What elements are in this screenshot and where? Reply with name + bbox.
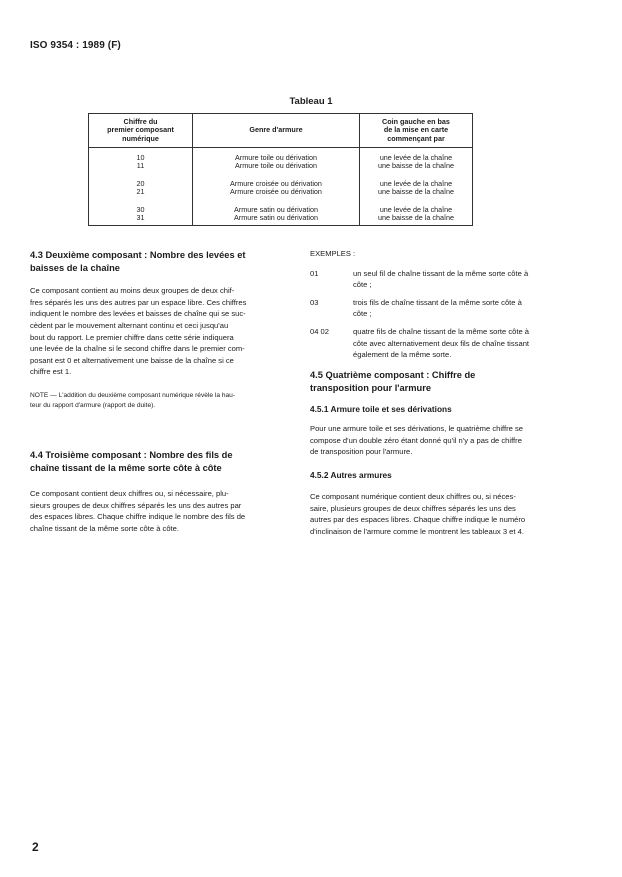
table-row	[89, 188, 473, 196]
table-row	[89, 197, 473, 214]
cell-genre: Armure satin ou dérivation	[193, 197, 360, 214]
subsection-title: 4.5.1 Armure toile et ses dérivations	[310, 404, 452, 415]
example-item: 01 un seul fil de chaîne tissant de la même sorte côte à côte ;	[310, 268, 529, 290]
example-item: 03 trois fils de chaîne tissant de la même sorte côte à côte ;	[310, 297, 522, 319]
subsection-title: 4.5.2 Autres armures	[310, 469, 392, 480]
page-number: 2	[32, 840, 39, 854]
subsection-paragraph: Pour une armure toile et ses dérivations, le quatrième chiffre se compose d'un double zéro étant donné qu'il n'y a pas de chiffre de transposition pour l'armure.	[310, 424, 524, 457]
section-note: NOTE — L'addition du deuxième composant numérique révèle la hau- teur du rapport d'armure (rapport de duite).	[30, 391, 236, 409]
example-number: 04 02	[310, 326, 330, 336]
section-4-5	[310, 369, 565, 537]
section-title: 4.3 Deuxième composant : Nombre des levées et baisses de la chaîne	[30, 250, 246, 273]
examples-block	[310, 248, 565, 361]
cell-code: 31	[89, 214, 193, 226]
cell-genre: Armure satin ou dérivation	[193, 214, 360, 226]
table-row	[89, 162, 473, 170]
subsection-paragraph: Ce composant numérique contient deux chiffres ou, si néces- saire, plusieurs groupes de deux chiffres séparés les uns des autres par des espaces libres. Chaque chiffre indique le numéro d'inclinaison de l'armure comme le montrent les tableaux 3 et 4.	[310, 491, 526, 536]
cell-code: 11	[89, 162, 193, 170]
document-header: ISO 9354 : 1989 (F)	[30, 40, 121, 51]
table-row	[89, 171, 473, 188]
table-1	[88, 113, 473, 226]
header-cell-chiffre: Chiffre du premier composant numérique	[89, 114, 193, 148]
cell-coin: une baisse de la chaîne	[359, 162, 472, 170]
table-row	[89, 214, 473, 226]
cell-code: 30	[89, 197, 193, 214]
example-item: 04 02 quatre fils de chaîne tissant de la même sorte côte à côte avec alternativement deux fils de chaîne tissant également de la même sorte.	[310, 326, 530, 360]
table-caption: Tableau 1	[289, 96, 333, 107]
cell-coin: une levée de la chaîne	[359, 148, 472, 163]
section-title: 4.5 Quatrième composant : Chiffre de transposition pour l'armure	[310, 370, 476, 393]
cell-code: 20	[89, 171, 193, 188]
example-number: 01	[310, 268, 319, 278]
table-row	[89, 148, 473, 163]
cell-code: 10	[89, 148, 193, 163]
section-paragraph: Ce composant contient au moins deux groupes de deux chif- fres séparés les uns des autres par un espace libre. Ces chiffres indiquent le nombre des levées et baisses de chaîne qui se suc- cèdent par le mouvement alternant continu et ceci jusqu'au bout du rapport. Le premier chiffre dans cette série indiquera une levée de la chaîne si le second chiffre dans le premier com- posant est 0 et alternativement une baisse de la chaîne si ce chiffre est 1.	[30, 286, 247, 377]
cell-genre: Armure toile ou dérivation	[193, 148, 360, 163]
examples-title: EXEMPLES :	[310, 249, 356, 258]
cell-coin: une levée de la chaîne	[359, 171, 472, 188]
cell-code: 21	[89, 188, 193, 196]
table-header-row	[89, 114, 473, 148]
cell-genre: Armure croisée ou dérivation	[193, 188, 360, 196]
cell-coin: une baisse de la chaîne	[359, 188, 472, 196]
cell-genre: Armure croisée ou dérivation	[193, 171, 360, 188]
section-4-4	[30, 449, 280, 535]
cell-genre: Armure toile ou dérivation	[193, 162, 360, 170]
header-cell-genre: Genre d'armure	[193, 114, 360, 148]
example-number: 03	[310, 297, 319, 307]
section-4-3	[30, 249, 280, 411]
cell-coin: une baisse de la chaîne	[359, 214, 472, 226]
header-cell-coin: Coin gauche en bas de la mise en carte commençant par	[359, 114, 472, 148]
section-title: 4.4 Troisième composant : Nombre des fils de chaîne tissant de la même sorte côte à côte	[30, 450, 233, 473]
cell-coin: une levée de la chaîne	[359, 197, 472, 214]
section-paragraph: Ce composant contient deux chiffres ou, si nécessaire, plu- sieurs groupes de deux chiffres séparés les uns des autres par des espaces libres. Chaque chiffre indique le nombre des fils de chaîne tissant de la même sorte côte à côte.	[30, 489, 246, 533]
